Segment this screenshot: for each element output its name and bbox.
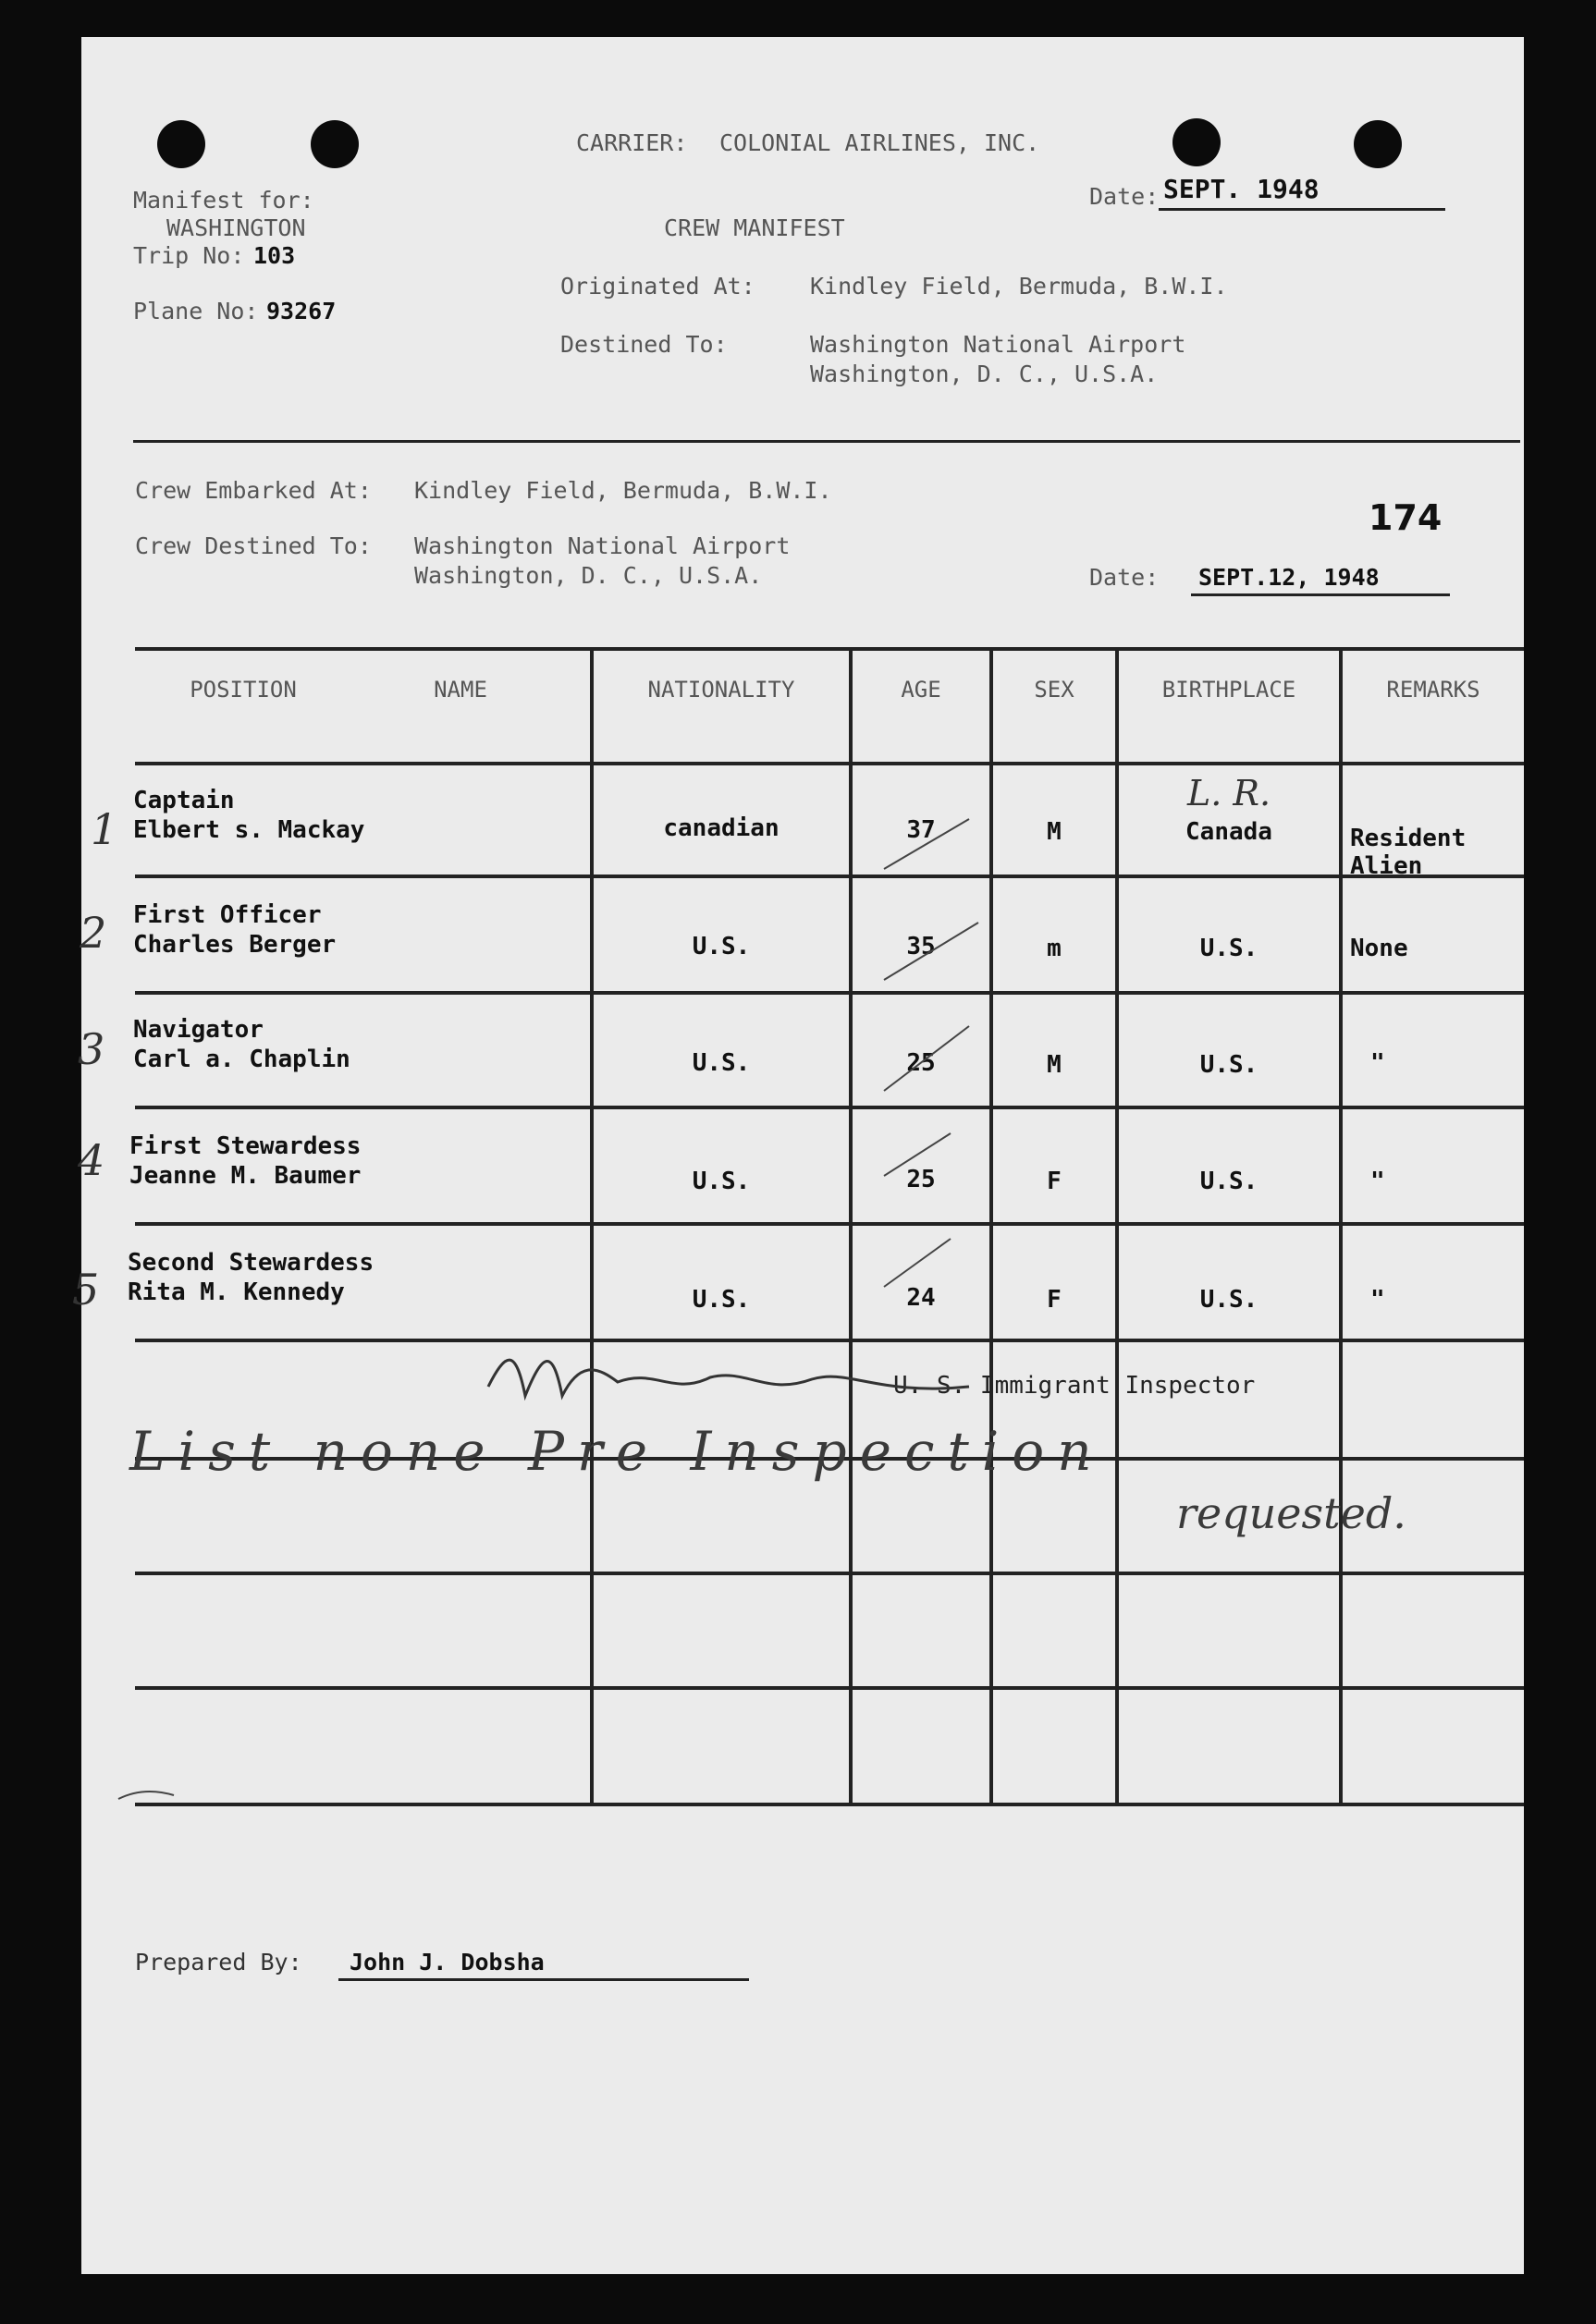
embarked-label: Crew Embarked At: — [135, 477, 372, 504]
manifest-sheet — [72, 37, 1524, 2274]
prepared-by-underline — [338, 1978, 749, 1981]
crew-position: Second Stewardess — [128, 1249, 374, 1277]
handwritten-note-line1: List none Pre Inspection — [129, 1420, 1105, 1483]
crew-sex: F — [1047, 1168, 1062, 1195]
crew-birthplace: U.S. — [1199, 1051, 1258, 1079]
crew-name: Elbert s. Mackay — [133, 816, 365, 844]
crew-age: 24 — [906, 1284, 936, 1312]
crew-sex: M — [1047, 818, 1062, 846]
prepared-by-label: Prepared By: — [135, 1949, 302, 1975]
row-number-mark: 5 — [72, 1265, 100, 1315]
crew-position: First Stewardess — [129, 1132, 362, 1160]
crew-sex: F — [1047, 1286, 1062, 1314]
plane-value: 93267 — [266, 298, 337, 324]
column-header-name: NAME — [434, 677, 487, 703]
carrier-label: CARRIER: — [576, 129, 688, 156]
trip-value: 103 — [253, 242, 296, 269]
crew-name: Jeanne M. Baumer — [129, 1162, 362, 1190]
crew-destined-value-line2: Washington, D. C., U.S.A. — [414, 562, 763, 589]
crew-remarks: " — [1370, 1049, 1385, 1077]
crew-position: Navigator — [133, 1016, 264, 1044]
crew-destined-label: Crew Destined To: — [135, 532, 372, 559]
row-number-mark: 1 — [91, 804, 118, 854]
originated-label: Originated At: — [560, 273, 755, 300]
manifest-for-label: Manifest for: — [133, 187, 314, 214]
header-date-label: Date: — [1089, 183, 1160, 210]
crew-birthplace: U.S. — [1199, 1286, 1258, 1314]
crew-nationality: U.S. — [692, 933, 751, 960]
crew-date-label: Date: — [1089, 564, 1160, 591]
crew-sex: m — [1047, 935, 1062, 962]
crew-date-value: SEPT.12, 1948 — [1198, 564, 1380, 591]
crew-birthplace: Canada — [1185, 818, 1272, 846]
crew-age: 25 — [906, 1049, 936, 1077]
originated-value: Kindley Field, Bermuda, B.W.I. — [810, 273, 1228, 300]
header-date-value: SEPT. 1948 — [1163, 174, 1320, 204]
crew-nationality: canadian — [663, 814, 780, 842]
column-header-position: POSITION — [190, 677, 297, 703]
crew-birthplace: U.S. — [1199, 935, 1258, 962]
column-header-birthplace: BIRTHPLACE — [1161, 677, 1296, 703]
crew-age: 37 — [906, 816, 936, 844]
column-header-age: AGE — [901, 677, 941, 703]
crew-name: Rita M. Kennedy — [128, 1278, 345, 1306]
row-number-mark: 3 — [78, 1024, 105, 1074]
destined-label: Destined To: — [560, 331, 728, 358]
crew-remarks: None — [1350, 935, 1408, 962]
crew-name: Carl a. Chaplin — [133, 1046, 350, 1073]
age-check-mark — [884, 1239, 951, 1287]
crew-age: 35 — [906, 933, 936, 960]
crew-position: Captain — [133, 787, 235, 814]
pen-mark — [118, 1792, 174, 1799]
age-check-mark — [884, 1026, 969, 1091]
column-header-remarks: REMARKS — [1386, 677, 1480, 703]
carrier-value: COLONIAL AIRLINES, INC. — [719, 129, 1040, 156]
age-check-mark — [884, 923, 978, 980]
crew-remarks: " — [1370, 1168, 1385, 1195]
doc-title: CREW MANIFEST — [664, 214, 845, 241]
column-header-nationality: NATIONALITY — [647, 677, 795, 703]
inspector-title: U. S. Immigrant Inspector — [893, 1372, 1256, 1400]
trip-label: Trip No: — [133, 242, 245, 269]
inspector-signature — [488, 1360, 969, 1396]
crew-nationality: U.S. — [692, 1168, 751, 1195]
age-check-mark — [884, 1133, 951, 1176]
destined-value-line2: Washington, D. C., U.S.A. — [810, 361, 1159, 387]
birthplace-annotation: L. R. — [1186, 773, 1271, 813]
row-number-mark: 2 — [80, 908, 107, 958]
age-check-mark — [884, 819, 969, 869]
crew-nationality: U.S. — [692, 1286, 751, 1314]
crew-remarks: Resident Alien — [1350, 825, 1467, 880]
row-number-mark: 4 — [78, 1135, 105, 1185]
crew-birthplace: U.S. — [1199, 1168, 1258, 1195]
crew-remarks: " — [1370, 1286, 1385, 1314]
handwritten-note-line2: requested. — [1176, 1488, 1406, 1538]
crew-destined-value-line1: Washington National Airport — [414, 532, 791, 559]
crew-sex: M — [1047, 1051, 1062, 1079]
crew-nationality: U.S. — [692, 1049, 751, 1077]
page-number: 174 — [1369, 497, 1443, 538]
handwriting-overlay — [81, 37, 1524, 2274]
embarked-value: Kindley Field, Bermuda, B.W.I. — [414, 477, 832, 504]
plane-label: Plane No: — [133, 298, 259, 324]
destined-value-line1: Washington National Airport — [810, 331, 1186, 358]
column-header-sex: SEX — [1034, 677, 1074, 703]
crew-age: 25 — [906, 1166, 936, 1193]
prepared-by-value: John J. Dobsha — [350, 1949, 545, 1975]
crew-position: First Officer — [133, 901, 322, 929]
manifest-for-value: WASHINGTON — [166, 214, 306, 241]
crew-name: Charles Berger — [133, 931, 337, 959]
